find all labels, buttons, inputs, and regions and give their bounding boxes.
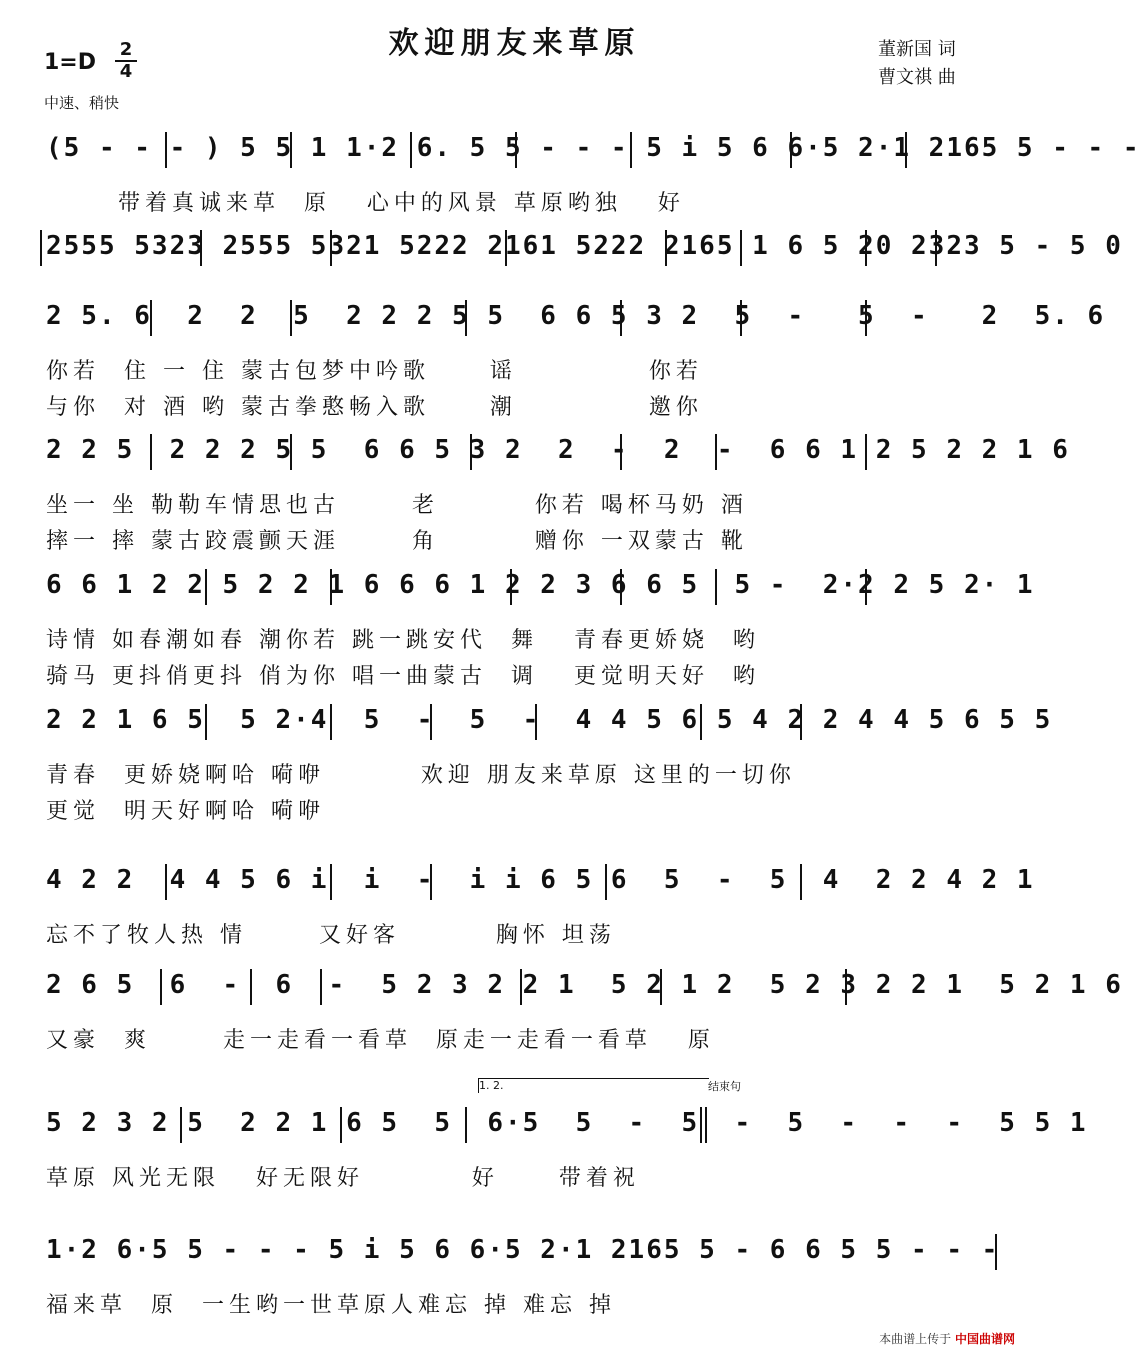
time-top: 2 <box>119 39 133 60</box>
lyric-line: 骑马 更抖俏更抖 俏为你 唱一曲蒙古 调 更觉明天好 哟 <box>46 664 760 689</box>
lyric-line: 又豪 爽 走一走看一看草 原走一走看一看草 原 <box>46 1028 715 1053</box>
lyric-line: 你若 住 一 住 蒙古包梦中吟歌 谣 你若 <box>46 359 703 384</box>
barline <box>40 230 42 266</box>
lyric-line: 青春 更娇娆啊哈 嗬咿 欢迎 朋友来草原 这里的一切你 <box>46 763 796 788</box>
note-line: 1·2 6·5 5 - - - 5 i 5 6 6·5 2·1 2165 5 - 6 6 5 5 - - - <box>46 1235 1000 1265</box>
score-row <box>0 430 1070 554</box>
score-row <box>0 226 1123 300</box>
time-bottom: 4 <box>119 61 133 82</box>
footer-text: 本曲谱上传于 <box>879 1332 952 1346</box>
lyric-line: 带着真诚来草 原 心中的风景 草原哟独 好 <box>46 191 685 216</box>
note-line: 2 2 5 2 2 2 5 5 6 6 5 3 2 2 - 2 - 6 6 1 2 5 2 2 1 6 <box>46 435 1070 465</box>
note-line: (5 - - - ) 5 5 1 1·2 6. 5 5 - - - 5 i 5 6 6·5 2·1 2165 5 - - - <box>46 133 1141 163</box>
score-row <box>0 296 1106 420</box>
score-row <box>0 565 1035 689</box>
key-signature: 1=D <box>44 50 97 75</box>
score-row <box>0 860 1035 948</box>
footer <box>879 1330 1015 1347</box>
score-row <box>0 128 1141 216</box>
lyric-line: 摔一 摔 蒙古跤震颤天涯 角 赠你 一双蒙古 靴 <box>46 529 748 554</box>
note-line: 6 6 1 2 2 5 2 2 1 6 6 6 1 2 2 3 6 6 5 5 - 2·2 2 5 2· 1 <box>46 570 1035 600</box>
time-signature <box>112 40 140 82</box>
score-row <box>0 1230 1029 1318</box>
score-row <box>0 1103 1088 1191</box>
credits <box>878 36 956 92</box>
footer-site: 中国曲谱网 <box>954 1332 1015 1346</box>
note-line: 4 2 2 4 4 5 6 i i - i i 6 5 6 5 - 5 4 2 2 4 2 1 <box>46 865 1035 895</box>
lyric-line: 与你 对 酒 哟 蒙古拳憨畅入歌 潮 邀你 <box>46 395 703 420</box>
lyric-line: 坐一 坐 勒勒车情思也古 老 你若 喝杯马奶 酒 <box>46 493 748 518</box>
page-title: 欢迎朋友来草原 <box>388 26 641 61</box>
note-line: 2 5. 6 2 2 5 2 2 2 5 5 6 6 5 3 2 5 - 5 - 2 5. 6 <box>46 301 1106 331</box>
note-line: 2 6 5 6 - 6 - 5 2 3 2 2 1 5 2 1 2 5 2 3 2 2 1 5 2 1 6 <box>46 970 1123 1000</box>
note-line: 2 2 1 6 5 5 2·4 5 - 5 - 4 4 5 6 5 4 2 2 4 4 5 6 5 5 <box>46 705 1053 735</box>
note-line: 5 2 3 2 5 2 2 1 6 5 5 6·5 5 - 5 - 5 - - - 5 5 1 <box>46 1108 1088 1138</box>
volta-first: 1. 2. <box>478 1078 709 1093</box>
note-line: 2555 5323 2555 5321 5222 2161 5222 2165 1 6 5 20 2323 5 - 5 0 <box>46 231 1123 261</box>
composer: 曹文祺 曲 <box>878 67 956 88</box>
volta-coda: 结束句 <box>708 1080 741 1093</box>
lyric-line: 草原 风光无限 好无限好 好 带着祝 <box>46 1166 640 1191</box>
lyric-line: 诗情 如春潮如春 潮你若 跳一跳安代 舞 青春更娇娆 哟 <box>46 628 760 653</box>
score-row <box>0 965 1123 1053</box>
lyricist: 董新国 词 <box>878 39 956 60</box>
lyric-line: 福来草 原 一生哟一世草原人难忘 掉 难忘 掉 <box>46 1293 616 1318</box>
lyric-line: 更觉 明天好啊哈 嗬咿 <box>46 799 325 824</box>
lyric-line: 忘不了牧人热 情 又好客 胸怀 坦荡 <box>46 923 616 948</box>
tempo-marking: 中速、稍快 <box>44 94 120 112</box>
score-row <box>0 700 1053 824</box>
